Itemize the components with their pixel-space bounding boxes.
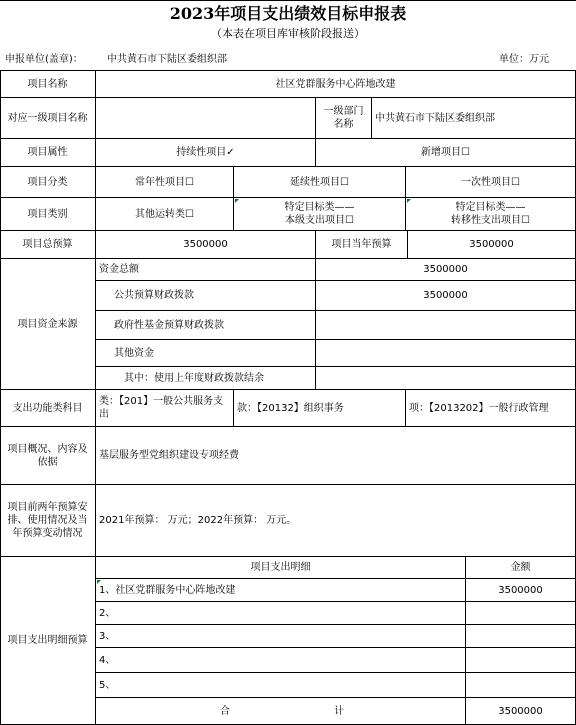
category-recurring[interactable]: 常年性项目☐ [96,167,234,198]
category-onetime[interactable]: 一次性项目☐ [406,167,576,198]
first-level-project-label: 对应一级项目名称 [0,98,96,139]
applicant-label: 申报单位(盖章)： [5,53,83,65]
unit-label: 单位：万元 [499,53,549,65]
first-level-project-value [96,98,316,139]
applicant-value: 中共黄石市下陆区委组织部 [107,53,227,65]
dept-label: 一级部门名称 [316,98,372,139]
attribute-continuing[interactable]: 持续性项目✓ [96,139,316,167]
page-subtitle: （本表在项目库审核阶段报送） [211,27,365,40]
fund-total-label: 资金总额 [96,259,316,281]
detail-item: 4、 [96,648,466,673]
total-budget-value: 3500000 [96,231,316,259]
page-title: 2023年项目支出绩效目标申报表 [169,3,407,23]
detail-item: 3、 [96,625,466,648]
cell-comment-marker [235,199,239,203]
function-item: 项：【2013202】一般行政管理 [406,390,576,427]
project-name-value: 社区党群服务中心阵地改建 [96,71,576,98]
amount-header: 金额 [466,557,576,579]
fund-other-value [316,340,576,367]
project-name-label: 项目名称 [0,71,96,98]
function-subject-label: 支出功能类科目 [0,390,96,427]
detail-amount [466,648,576,673]
prior-budget-label: 项目前两年预算安排、使用情况及当年预算变动情况 [0,485,96,557]
detail-amount [466,625,576,648]
detail-budget-label: 项目支出明细预算 [0,557,96,725]
cell-comment-marker [97,580,101,584]
detail-amount [466,602,576,625]
function-class: 类：【201】一般公共服务支出 [96,390,234,427]
type-specific-transfer-line2: 转移性支出项目☐ [451,215,530,226]
type-specific-local-line1: 特定目标类—— [284,202,355,213]
fund-government-fund-value [316,311,576,340]
category-extended[interactable]: 延续性项目☐ [234,167,406,198]
type-specific-local[interactable] [234,198,406,231]
fund-total-value: 3500000 [316,259,576,281]
overview-value: 基层服务型党组织建设专项经费 [96,427,576,485]
fund-public-budget-label: 公共预算财政拨款 [96,281,316,311]
funding-source-label: 项目资金来源 [0,259,96,390]
prior-balance-label: 其中：使用上年度财政拨款结余 [96,367,316,390]
total-ji: 计 [334,705,344,717]
fund-other-label: 其他资金 [96,340,316,367]
dept-value: 中共黄石市下陆区委组织部 [372,98,576,139]
attribute-new[interactable]: 新增项目☐ [316,139,576,167]
detail-header: 项目支出明细 [96,557,466,579]
total-row-label [96,698,466,725]
fund-government-fund-label: 政府性基金预算财政拨款 [96,311,316,340]
prior-balance-value [316,367,576,390]
prior-budget-value: 2021年预算： 万元；2022年预算： 万元。 [96,485,576,557]
attribute-label: 项目属性 [0,139,96,167]
type-other-operation[interactable]: 其他运转类☐ [96,198,234,231]
total-he: 合 [220,705,230,717]
type-specific-transfer[interactable] [406,198,576,231]
detail-item: 5、 [96,673,466,698]
table-top-border [0,0,576,1]
cell-comment-marker [407,199,411,203]
type-specific-local-line2: 本级支出项目☐ [285,215,354,226]
detail-amount: 3500000 [466,579,576,602]
detail-item: 2、 [96,602,466,625]
type-specific-transfer-line1: 特定目标类—— [455,202,526,213]
overview-label: 项目概况、内容及依据 [0,427,96,485]
year-budget-value: 3500000 [408,231,576,259]
total-amount: 3500000 [466,698,576,725]
detail-amount [466,673,576,698]
function-section: 款：【20132】组织事务 [234,390,406,427]
fund-public-budget-value: 3500000 [316,281,576,311]
year-budget-label: 项目当年预算 [316,231,408,259]
detail-item: 1、社区党群服务中心阵地改建 [96,579,466,602]
total-budget-label: 项目总预算 [0,231,96,259]
category-label: 项目分类 [0,167,96,198]
type-label: 项目类别 [0,198,96,231]
table-left-border [0,70,1,725]
